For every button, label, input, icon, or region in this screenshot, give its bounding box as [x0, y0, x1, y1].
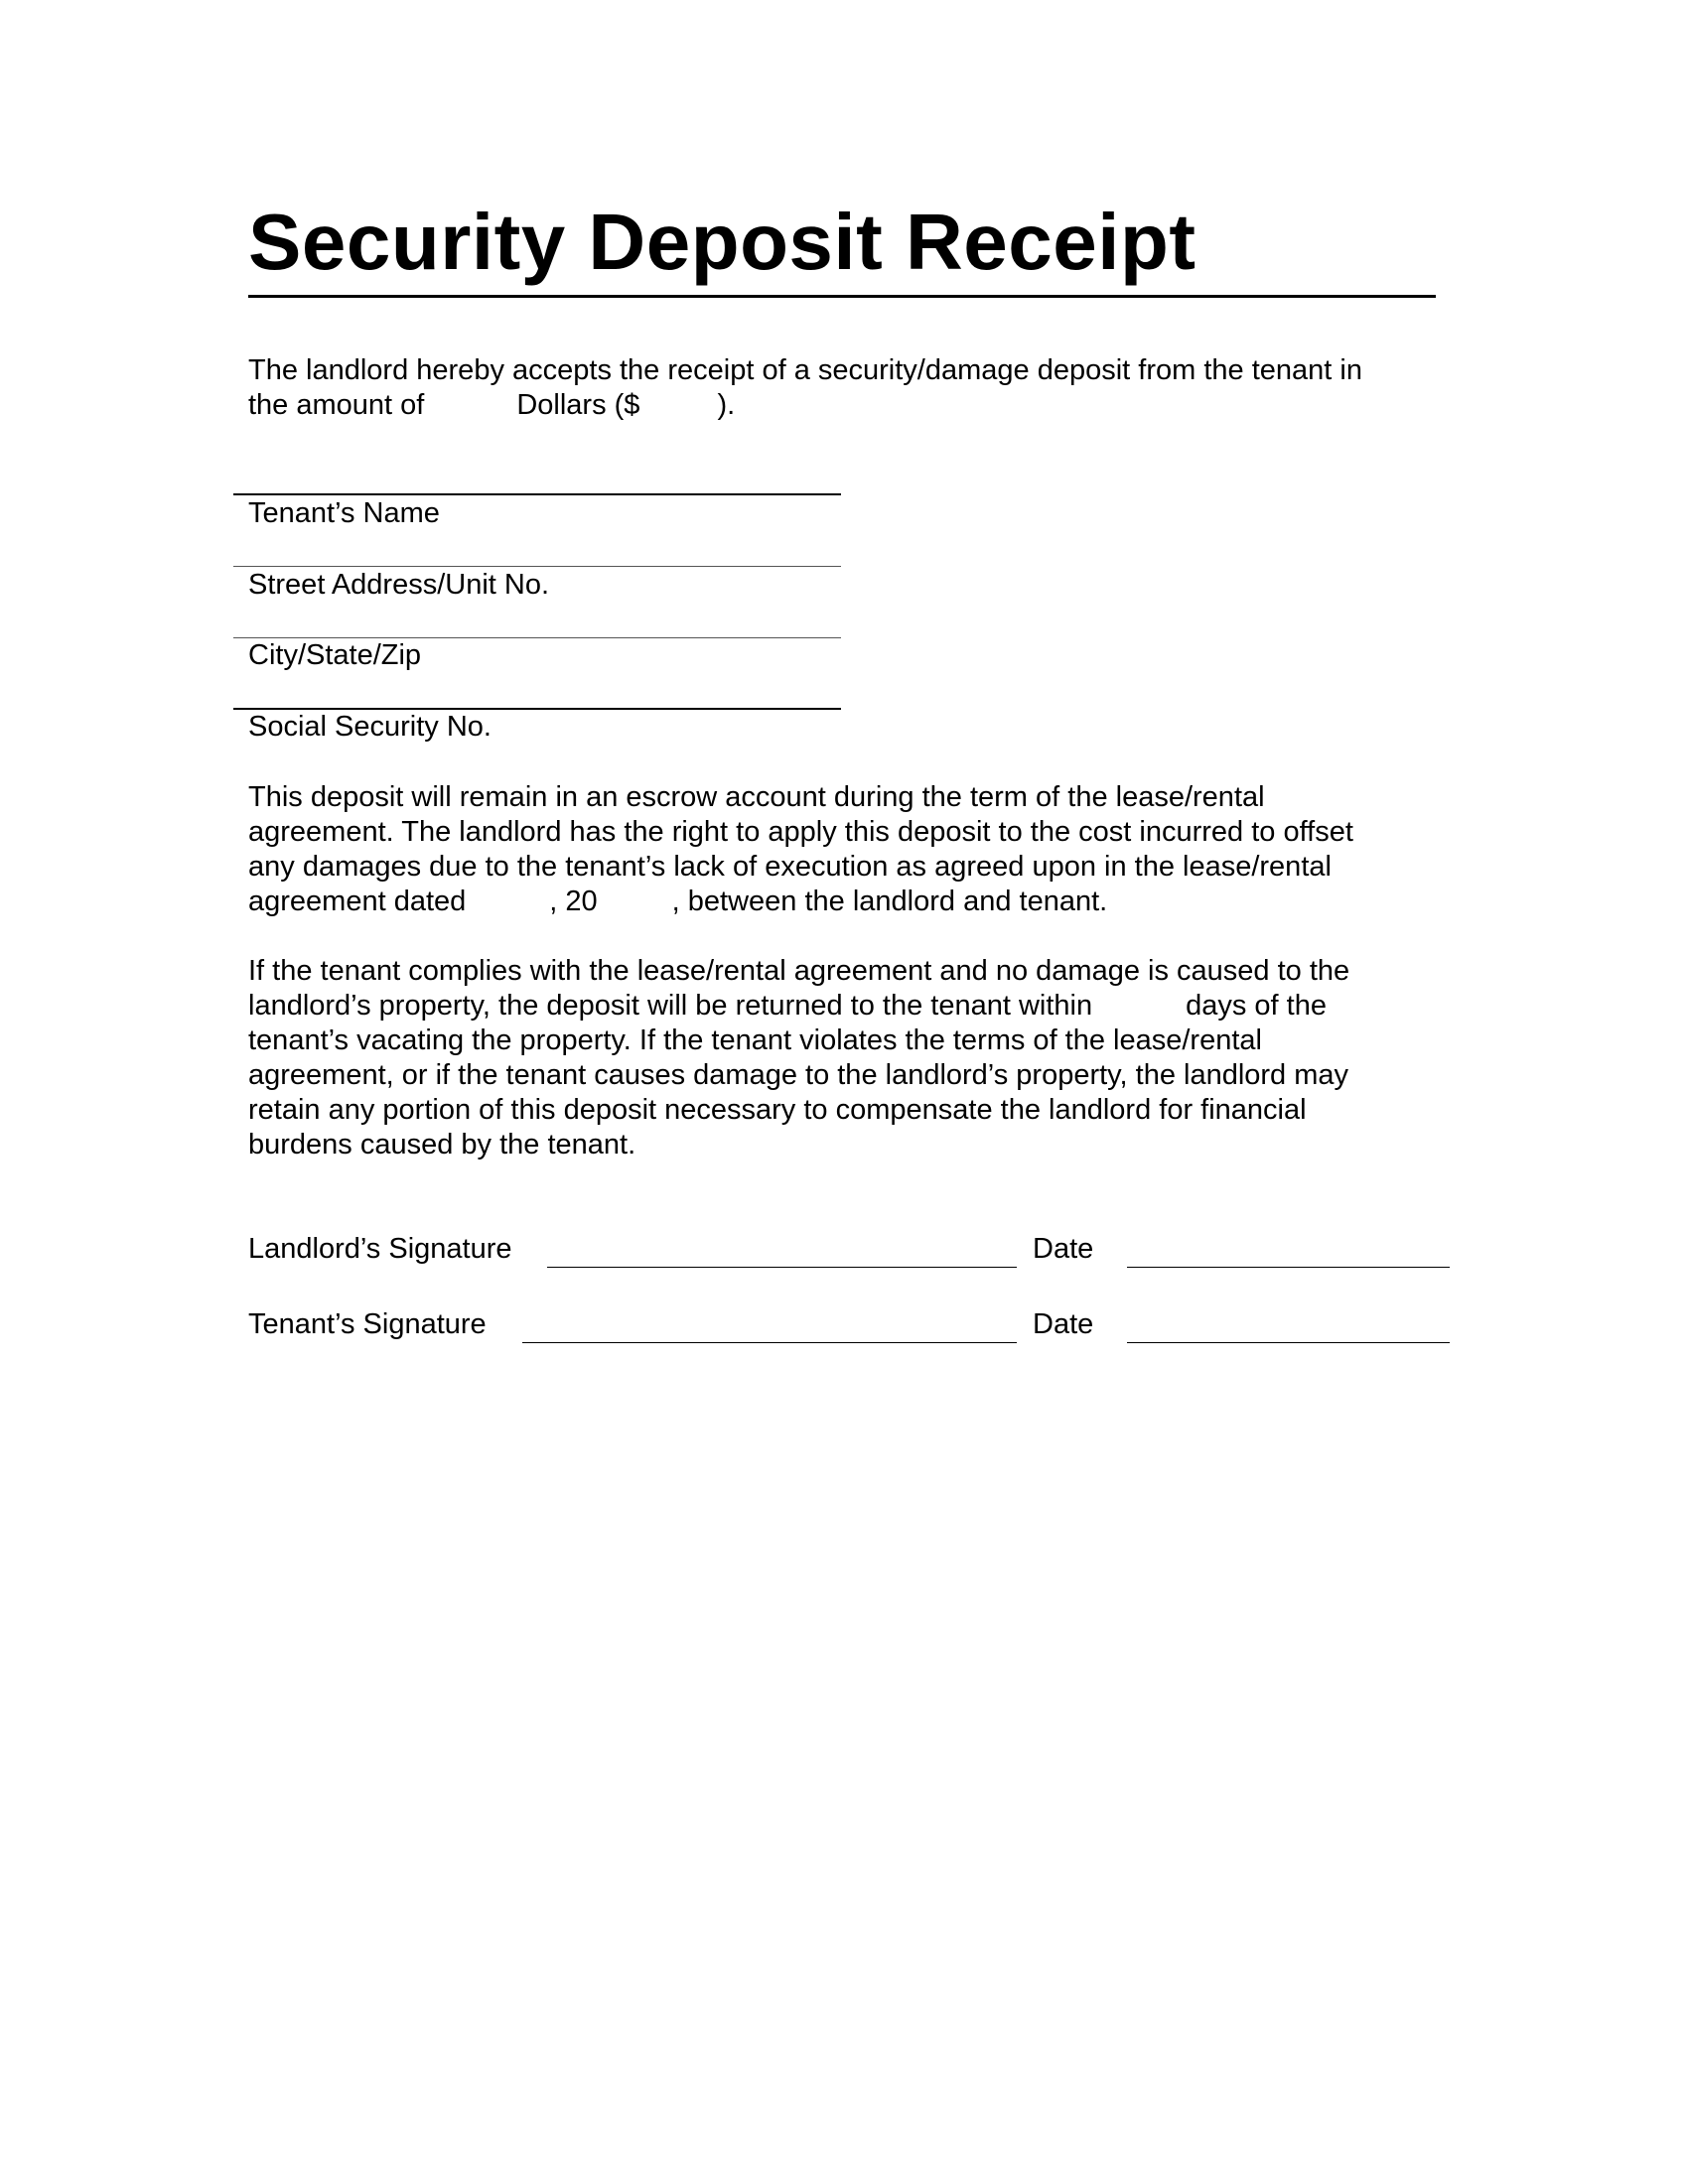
return-line-4: agreement, or if the tenant causes damage to the landlord’s property, the landlord may [248, 1059, 1349, 1091]
escrow-line-2: agreement. The landlord has the right to apply this deposit to the cost incurred to offset [248, 816, 1353, 848]
tenant-date-label: Date [1033, 1308, 1094, 1340]
ssn-label: Social Security No. [248, 711, 492, 743]
intro-line-2 [248, 388, 735, 423]
street-address-label: Street Address/Unit No. [248, 569, 550, 601]
landlord-date-label: Date [1033, 1233, 1094, 1265]
intro-line-1: The landlord hereby accepts the receipt of a security/damage deposit from the tenant in [248, 354, 1362, 386]
dollars-label: Dollars ($ [516, 389, 640, 421]
return-line-2 [248, 989, 1327, 1024]
escrow-line-4-end: , between the landlord and tenant. [671, 886, 1108, 917]
tenant-date-line[interactable] [1127, 1342, 1450, 1343]
tenant-signature-line[interactable] [522, 1342, 1017, 1343]
landlord-date-line[interactable] [1127, 1267, 1450, 1268]
return-days-prefix: landlord’s property, the deposit will be returned to the tenant within [248, 990, 1093, 1022]
return-line-1: If the tenant complies with the lease/rental agreement and no damage is caused to the [248, 955, 1350, 987]
city-state-zip-label: City/State/Zip [248, 639, 422, 671]
return-line-6: burdens caused by the tenant. [248, 1129, 636, 1160]
return-line-5: retain any portion of this deposit necessary to compensate the landlord for financial [248, 1094, 1307, 1126]
document-title: Security Deposit Receipt [248, 198, 1196, 286]
title-underline [248, 295, 1436, 298]
year-prefix: , 20 [549, 886, 598, 917]
tenant-name-line[interactable] [233, 493, 841, 495]
tenant-signature-label: Tenant’s Signature [248, 1308, 487, 1340]
return-line-3: tenant’s vacating the property. If the tenant violates the terms of the lease/rental [248, 1024, 1262, 1056]
amount-label: the amount of [248, 389, 425, 421]
escrow-line-4 [248, 885, 1107, 919]
agreement-dated-label: agreement dated [248, 886, 467, 917]
escrow-line-1: This deposit will remain in an escrow account during the term of the lease/rental [248, 781, 1265, 813]
escrow-line-3: any damages due to the tenant’s lack of execution as agreed upon in the lease/rental [248, 851, 1332, 883]
return-days-suffix: days of the [1186, 990, 1327, 1022]
landlord-signature-line[interactable] [547, 1267, 1017, 1268]
street-address-line[interactable] [233, 566, 841, 567]
tenant-name-label: Tenant’s Name [248, 497, 440, 529]
amount-close: ). [717, 389, 736, 421]
landlord-signature-label: Landlord’s Signature [248, 1233, 512, 1265]
